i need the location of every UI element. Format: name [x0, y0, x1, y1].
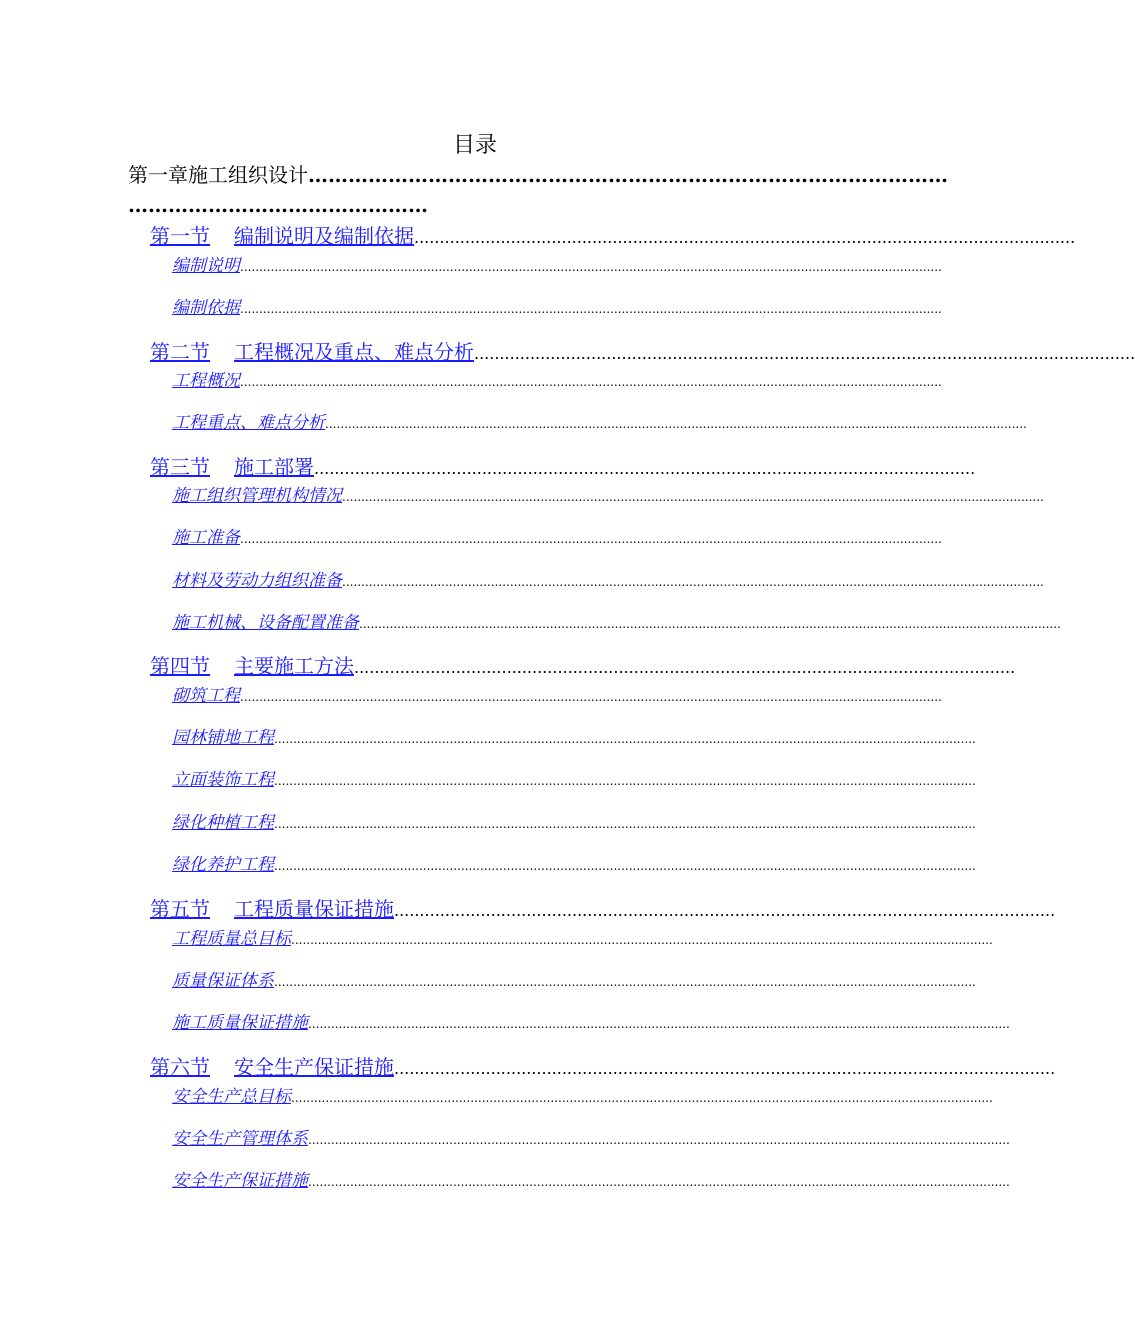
dot-leader: ........................................................................................................................................................................................: [342, 575, 1044, 589]
toc-section-4[interactable]: [150, 652, 1016, 682]
dot-leader: ........................................................................................................................................................................................: [240, 532, 942, 546]
toc-section-2[interactable]: [150, 338, 1135, 368]
toc-title: 目录: [452, 133, 497, 158]
dot-leader: ..................................................................................................................................: [314, 459, 976, 478]
dot-leader: ........................................................................................................................................................................................: [308, 1133, 1010, 1147]
toc-item[interactable]: 安全生产总目标 ........................................................................................................................................................................................: [172, 1085, 822, 1110]
toc-item[interactable]: 质量保证体系 ........................................................................................................................................................................................: [172, 969, 822, 994]
dot-leader: ..................................................................................................................................: [414, 228, 1076, 247]
dot-leader: ........................................................................................................................................................................................: [291, 1091, 993, 1105]
toc-item[interactable]: 安全生产保证措施 ........................................................................................................................................................................................: [172, 1169, 822, 1194]
toc-item[interactable]: 工程概况 ........................................................................................................................................................................................: [172, 369, 822, 394]
toc-section-1[interactable]: [150, 222, 1076, 252]
dot-leader: ........................................................................................................................................................................................: [274, 859, 976, 873]
dot-leader: ........................................................................................................................................................................................: [274, 774, 976, 788]
section-label: 第三节 施工部署: [150, 455, 314, 479]
dot-leader: ........................................................................................................................................................................................: [342, 490, 1044, 504]
toc-item[interactable]: 工程质量总目标 ........................................................................................................................................................................................: [172, 927, 822, 952]
toc-item[interactable]: 施工机械、设备配置准备 ........................................................................................................................................................................................: [172, 611, 822, 636]
toc-item[interactable]: 砌筑工程 ........................................................................................................................................................................................: [172, 684, 822, 709]
dot-leader: ........................................................................................................................................................................................: [308, 1017, 1010, 1031]
dot-leader: ........................................................................................................................................................................................: [325, 417, 1027, 431]
dot-leader: ........................................................................................................................................................................................: [308, 1175, 1010, 1189]
toc-item[interactable]: 立面装饰工程 ........................................................................................................................................................................................: [172, 768, 822, 793]
dot-leader: ........................................................................................................................................................................................: [240, 375, 942, 389]
dot-leader: ........................................................................................................................................................................................: [274, 732, 976, 746]
chapter-heading[interactable]: [128, 160, 948, 220]
toc-item[interactable]: 工程重点、难点分析 ........................................................................................................................................................................................: [172, 411, 822, 436]
dot-leader: ……………………………………………………………………………………: [308, 163, 948, 187]
dot-leader-continued: ………………………………………: [128, 193, 428, 217]
toc-item[interactable]: 材料及劳动力组织准备 ........................................................................................................................................................................................: [172, 569, 822, 594]
toc-item[interactable]: 绿化养护工程 ........................................................................................................................................................................................: [172, 853, 822, 878]
section-label: 第二节 工程概况及重点、难点分析: [150, 340, 474, 364]
toc-item[interactable]: 安全生产管理体系 ........................................................................................................................................................................................: [172, 1127, 822, 1152]
dot-leader: ........................................................................................................................................................................................: [291, 933, 993, 947]
toc-section-3[interactable]: [150, 453, 976, 483]
toc-item[interactable]: 编制依据 ........................................................................................................................................................................................: [172, 296, 822, 321]
chapter-number: 第一章: [128, 163, 188, 187]
dot-leader: ........................................................................................................................................................................................: [274, 817, 976, 831]
toc-item[interactable]: 绿化种植工程 ........................................................................................................................................................................................: [172, 811, 822, 836]
chapter-title: 施工组织设计: [188, 163, 308, 187]
toc-item[interactable]: 施工准备 ........................................................................................................................................................................................: [172, 526, 822, 551]
toc-item[interactable]: 编制说明 ........................................................................................................................................................................................: [172, 254, 822, 279]
dot-leader: ..................................................................................................................................: [394, 901, 1056, 920]
dot-leader: ........................................................................................................................................................................................: [240, 302, 942, 316]
dot-leader: ........................................................................................................................................................................................: [274, 975, 976, 989]
dot-leader: ..................................................................................................................................: [354, 658, 1016, 677]
toc-item[interactable]: 施工质量保证措施 ........................................................................................................................................................................................: [172, 1011, 822, 1036]
dot-leader: ........................................................................................................................................................................................: [240, 260, 942, 274]
section-label: 第六节 安全生产保证措施: [150, 1055, 394, 1079]
section-label: 第五节 工程质量保证措施: [150, 897, 394, 921]
toc-section-5[interactable]: [150, 895, 1056, 925]
toc-item[interactable]: 施工组织管理机构情况 ........................................................................................................................................................................................: [172, 484, 822, 509]
toc-item[interactable]: 园林铺地工程 ........................................................................................................................................................................................: [172, 726, 822, 751]
dot-leader: ........................................................................................................................................................................................: [359, 617, 1061, 631]
section-label: 第一节 编制说明及编制依据: [150, 224, 414, 248]
dot-leader: ........................................................................................................................................................................................: [240, 690, 942, 704]
dot-leader: ..................................................................................................................................: [474, 344, 1135, 363]
toc-section-6[interactable]: [150, 1053, 1056, 1083]
section-label: 第四节 主要施工方法: [150, 654, 354, 678]
dot-leader: ..................................................................................................................................: [394, 1059, 1056, 1078]
